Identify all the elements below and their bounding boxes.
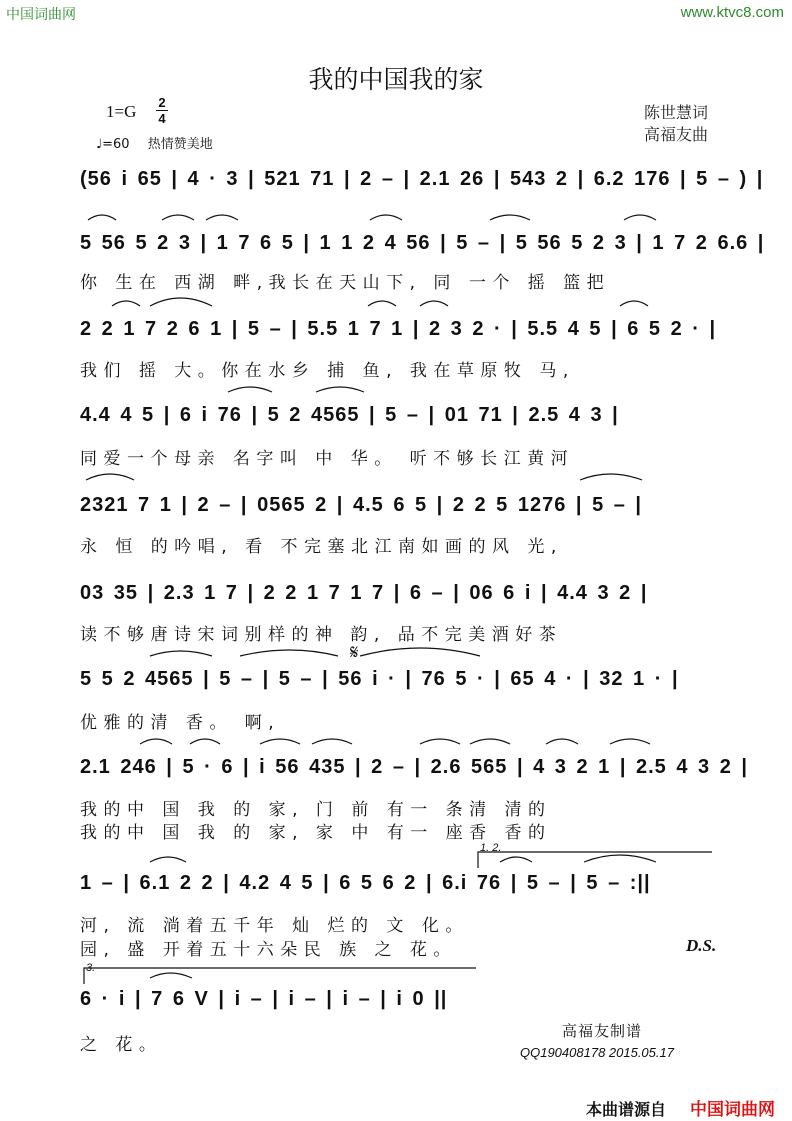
site-url-top-right[interactable]: www.ktvc8.com: [680, 4, 784, 21]
dal-segno-marking: D.S.: [686, 936, 717, 955]
volta-ending-1-2: 1. 2.: [480, 842, 502, 854]
notation-line-5: 2321 7 1 | 2 – | 0565 2 | 4.5 6 5 | 2 2 5 1276 | 5 – |: [80, 494, 643, 516]
slur: [260, 739, 300, 744]
slur: [368, 301, 396, 306]
notation-line-2: 5 56 5 2 3 | 1 7 6 5 | 1 1 2 4 56 | 5 – | 5 56 5 2 3 | 1 7 2 6.6 |: [80, 232, 765, 254]
slur: [150, 298, 212, 306]
slur: [206, 215, 238, 220]
slur: [420, 739, 460, 744]
slur: [620, 301, 648, 306]
lyrics-line-8-verse-1: 我的中 国 我 的 家, 门 前 有一 条清 清的: [80, 800, 552, 820]
arranger-credit: 高福友制谱: [562, 1022, 643, 1040]
notation-line-7: 5 5 2 4565 | 5 – | 5 – | 56 i · | 76 5 · | 65 4 · | 32 1 · |: [80, 668, 679, 690]
slur: [420, 301, 448, 306]
lyrics-line-3: 我们 摇 大。你在水乡 捕 鱼, 我在草原牧 马,: [80, 361, 575, 381]
lyrics-line-2: 你 生在 西湖 畔,我长在天山下, 同 一个 摇 篮把: [80, 273, 611, 293]
slur: [190, 739, 220, 744]
slur: [150, 973, 192, 978]
volta-bracket: [84, 968, 476, 984]
song-title: 我的中国我的家: [308, 65, 484, 94]
slur: [580, 474, 642, 480]
lyrics-line-5: 永 恒 的吟唱, 看 不完塞北江南如画的风 光,: [80, 537, 563, 557]
slur: [150, 651, 212, 656]
meter-bottom: 4: [158, 111, 166, 126]
slur: [88, 215, 116, 220]
footer-site-link[interactable]: 中国词曲网: [690, 1100, 775, 1120]
slur: [162, 215, 194, 220]
slur: [370, 215, 402, 220]
slur: [112, 301, 140, 306]
notation-line-10: 6 · i | 7 6 V | i – | i – | i – | i 0 ||: [80, 988, 448, 1010]
slur: [500, 857, 532, 862]
slur: [624, 215, 656, 220]
slur: [546, 739, 578, 744]
site-name-top-left[interactable]: 中国词曲网: [6, 7, 76, 23]
notation-line-8: 2.1 246 | 5 · 6 | i 56 435 | 2 – | 2.6 565 | 4 3 2 1 | 2.5 4 3 2 |: [80, 756, 748, 778]
notation-line-6: 03 35 | 2.3 1 7 | 2 2 1 7 1 7 | 6 – | 06 6 i | 4.4 3 2 |: [80, 582, 648, 604]
lyrics-line-9-verse-2: 园, 盛 开着五十六朵民 族 之 花。: [80, 940, 457, 960]
slur: [240, 650, 338, 656]
lyrics-line-6: 读不够唐诗宋词别样的神 韵, 品不完美酒好茶: [80, 625, 563, 645]
slur: [86, 474, 134, 480]
lyrics-line-8-verse-2: 我的中 国 我 的 家, 家 中 有一 座香 香的: [80, 823, 552, 843]
slur: [312, 739, 352, 744]
slur: [584, 855, 656, 862]
slur: [228, 387, 272, 392]
slur: [470, 739, 510, 744]
slur: [316, 387, 364, 392]
lyrics-line-7: 优雅的清 香。 啊,: [80, 713, 281, 733]
footer-source-label: 本曲谱源自: [586, 1100, 667, 1119]
expression-marking: 热情赞美地: [147, 137, 213, 152]
notation-line-9: 1 – | 6.1 2 2 | 4.2 4 5 | 6 5 6 2 | 6.i 76 | 5 – | 5 – :||: [80, 872, 651, 894]
tempo-value: ♩=60: [96, 137, 130, 152]
slur: [140, 739, 172, 744]
volta-ending-3: 3.: [86, 962, 96, 974]
notation-line-4: 4.4 4 5 | 6 i 76 | 5 2 4565 | 5 – | 01 71 | 2.5 4 3 |: [80, 404, 619, 426]
segno-sign: 𝄋: [350, 640, 359, 664]
arranger-contact: QQ190408178 2015.05.17: [520, 1045, 674, 1060]
slur: [360, 648, 480, 656]
notation-line-3: 2 2 1 7 2 6 1 | 5 – | 5.5 1 7 1 | 2 3 2 · | 5.5 4 5 | 6 5 2 · |: [80, 318, 717, 340]
lyrics-line-4: 同爱一个母亲 名字叫 中 华。 听不够长江黄河: [80, 449, 575, 469]
lyrics-line-10: 之 花。: [80, 1035, 163, 1055]
slur: [610, 739, 650, 744]
key-signature: 1=G: [106, 102, 137, 121]
composer-credit: 高福友曲: [643, 125, 708, 144]
slur: [490, 215, 530, 220]
notation-line-1: (56 i 65 | 4 · 3 | 521 71 | 2 – | 2.1 26 | 543 2 | 6.2 176 | 5 – ) |: [80, 168, 764, 190]
volta-bracket: [478, 852, 712, 868]
lyrics-line-9-verse-1: 河, 流 淌着五千年 灿 烂的 文 化。: [80, 916, 469, 936]
lyricist-credit: 陈世慧词: [643, 103, 708, 122]
slur: [150, 857, 186, 862]
meter-top: 2: [158, 95, 166, 110]
